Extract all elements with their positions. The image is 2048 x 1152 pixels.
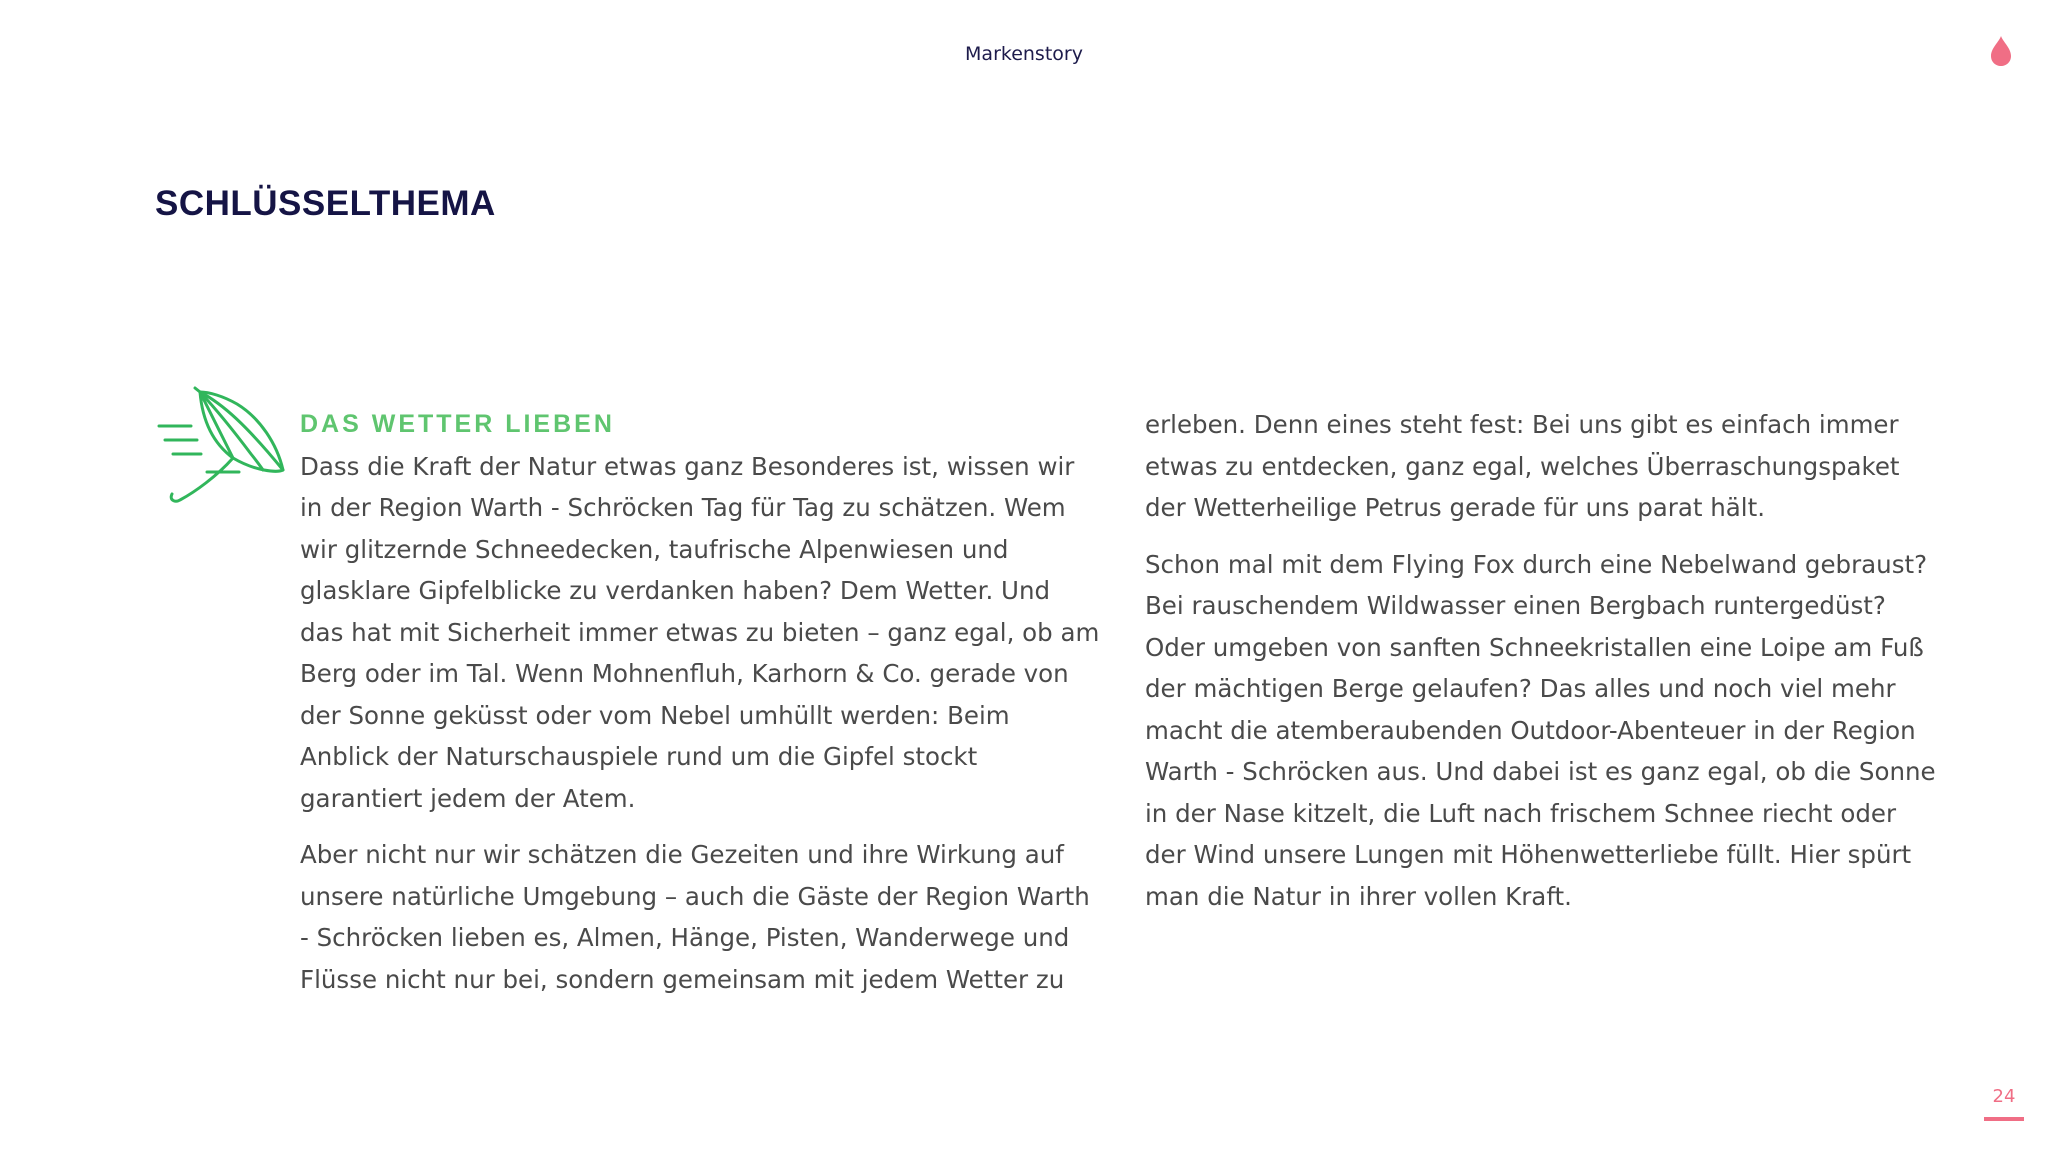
paragraph: Dass die Kraft der Natur etwas ganz Besonderes ist, wissen wir in der Region Warth - Schröcken Tag für Tag zu schätzen. Wem wir glitzernde Schneedecken, taufrische Alpenwiesen und glasklare Gipfelblicke zu verdanken haben? Dem Wetter. Und das hat mit Sicherheit immer etwas zu bieten – ganz egal, ob am Berg oder im Tal. Wenn Mohnenfluh, Karhorn & Co. gerade von der Sonne geküsst oder vom Nebel umhüllt werden: Beim Anblick der Naturschauspiele rund um die Gipfel stockt garantiert jedem der Atem.: [300, 451, 1100, 813]
paragraph: Schon mal mit dem Flying Fox durch eine Nebelwand gebraust? Bei rauschendem Wildwasser einen Bergbach runtergedüst? Oder umgeben von sanften Schneekristallen eine Loipe am Fuß der mächtigen Berge gelaufen? Das alles und noch viel mehr macht die atemberaubenden Outdoor-Abenteuer in der Region Warth - Schröcken aus. Und dabei ist es ganz egal, ob die Sonne in der Nase kitzelt, die Luft nach frischem Schnee riecht oder der Wind unsere Lungen mit Höhenwetterliebe füllt. Hier spürt man die Natur in ihrer vollen Kraft.: [1145, 549, 1936, 911]
section-title: SCHLÜSSELTHEMA: [155, 184, 496, 223]
subheading: DAS WETTER LIEBEN: [300, 410, 615, 438]
text-column-left: [300, 404, 1100, 1015]
paragraph: erleben. Denn eines steht fest: Bei uns gibt es einfach immer etwas zu entdecken, ganz egal, welches Überraschungspaket der Wetterheilige Petrus gerade für uns parat hält.: [1145, 410, 1900, 522]
paragraph: Aber nicht nur wir schätzen die Gezeiten und ihre Wirkung auf unsere natürliche Umgebung – auch die Gäste der Region Warth - Schröcken lieben es, Almen, Hänge, Pisten, Wanderwege und Flüsse nicht nur bei, sondern gemeinsam mit jedem Wetter zu: [300, 840, 1090, 994]
page-number: 24: [1992, 1086, 2016, 1107]
text-column-right: [1145, 404, 1940, 932]
page-number-underline: [1984, 1117, 2024, 1121]
header-label: Markenstory: [965, 43, 1083, 65]
umbrella-wind-icon: [155, 386, 285, 506]
drop-icon: [1988, 35, 2014, 67]
